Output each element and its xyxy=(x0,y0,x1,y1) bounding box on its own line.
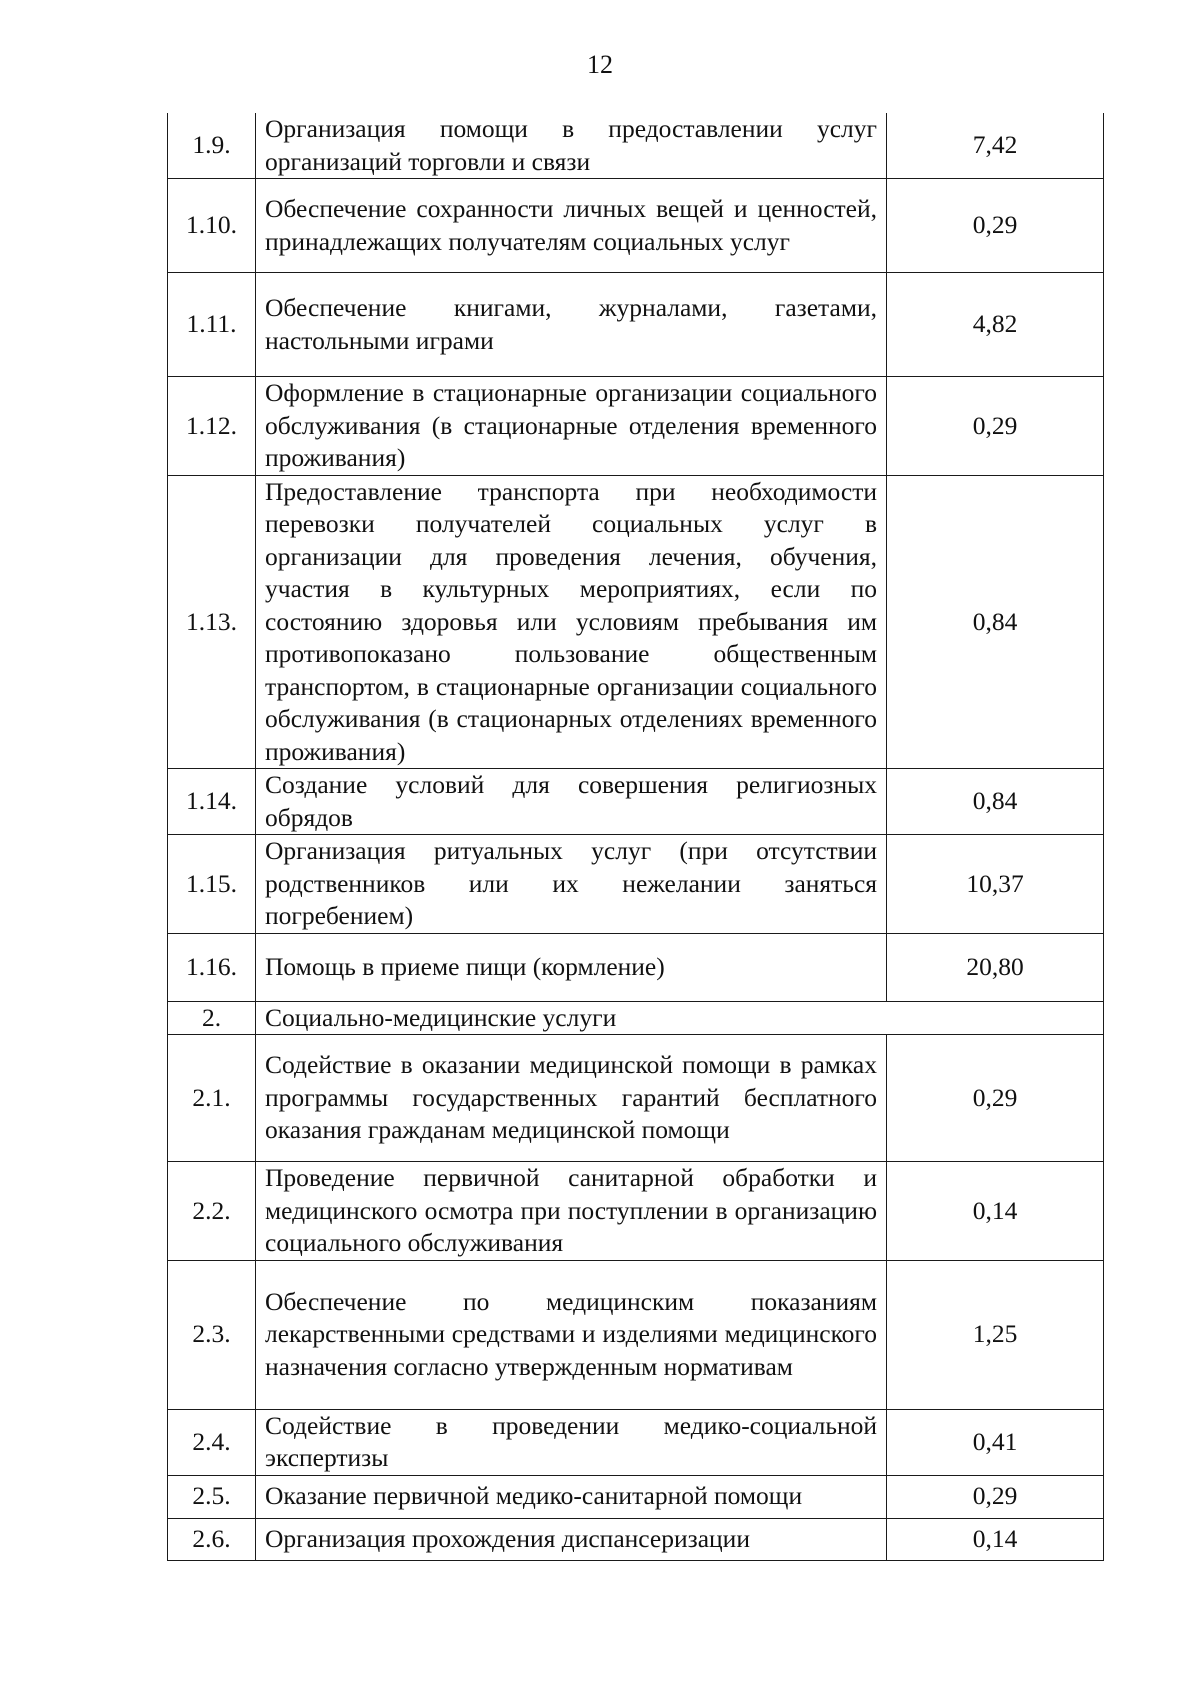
table-row xyxy=(168,475,1104,769)
service-name: Оформление в стационарные организации социального обслуживания (в стационарные отделения временного проживания) xyxy=(256,377,887,476)
service-name: Содействие в оказании медицинской помощи в рамках программы государственных гарантий бесплатного оказания гражданам медицинской помощи xyxy=(256,1035,887,1162)
service-name: Обеспечение по медицинским показаниям лекарственными средствами и изделиями медицинского назначения согласно утвержденным нормативам xyxy=(256,1260,887,1409)
table-row xyxy=(168,1409,1104,1475)
row-number: 2.5. xyxy=(168,1475,256,1518)
service-value: 0,29 xyxy=(887,377,1104,476)
row-number: 2.6. xyxy=(168,1518,256,1560)
table-row xyxy=(168,1518,1104,1560)
service-value: 0,14 xyxy=(887,1162,1104,1261)
table-row xyxy=(168,273,1104,377)
row-number: 2.1. xyxy=(168,1035,256,1162)
table-row xyxy=(168,1035,1104,1162)
row-number: 2.3. xyxy=(168,1260,256,1409)
service-name: Проведение первичной санитарной обработки и медицинского осмотра при поступлении в организацию социального обслуживания xyxy=(256,1162,887,1261)
row-number: 1.16. xyxy=(168,933,256,1001)
row-number: 1.10. xyxy=(168,179,256,273)
service-value: 0,29 xyxy=(887,179,1104,273)
service-value: 0,14 xyxy=(887,1518,1104,1560)
table-row xyxy=(168,835,1104,934)
row-number: 1.9. xyxy=(168,113,256,179)
service-value: 4,82 xyxy=(887,273,1104,377)
service-name: Помощь в приеме пищи (кормление) xyxy=(256,933,887,1001)
table-row xyxy=(168,377,1104,476)
services-table xyxy=(167,113,1104,1561)
row-number: 1.14. xyxy=(168,769,256,835)
service-value: 7,42 xyxy=(887,113,1104,179)
service-value: 1,25 xyxy=(887,1260,1104,1409)
service-value: 10,37 xyxy=(887,835,1104,934)
row-number: 2.4. xyxy=(168,1409,256,1475)
service-name: Обеспечение сохранности личных вещей и ценностей, принадлежащих получателям социальных услуг xyxy=(256,179,887,273)
table-row xyxy=(168,933,1104,1001)
row-number: 1.13. xyxy=(168,475,256,769)
table-row xyxy=(168,769,1104,835)
page-number: 12 xyxy=(587,50,613,79)
section-header-row xyxy=(168,1001,1104,1035)
table-row xyxy=(168,1260,1104,1409)
service-name: Содействие в проведении медико-социальной экспертизы xyxy=(256,1409,887,1475)
service-name: Организация помощи в предоставлении услуг организаций торговли и связи xyxy=(256,113,887,179)
service-value: 0,84 xyxy=(887,475,1104,769)
section-title: Социально-медицинские услуги xyxy=(256,1001,1104,1035)
service-name: Создание условий для совершения религиозных обрядов xyxy=(256,769,887,835)
table-row xyxy=(168,1475,1104,1518)
service-value: 0,29 xyxy=(887,1035,1104,1162)
row-number: 1.15. xyxy=(168,835,256,934)
service-name: Предоставление транспорта при необходимости перевозки получателей социальных услуг в организации для проведения лечения, обучения, участия в культурных мероприятиях, если по состоянию здоровья или условиям пребывания им противопоказано пользование общественным транспортом, в стационарные организации социального обслуживания (в стационарных отделениях временного проживания) xyxy=(256,475,887,769)
table-row xyxy=(168,179,1104,273)
table-row xyxy=(168,1162,1104,1261)
row-number: 2.2. xyxy=(168,1162,256,1261)
service-value: 0,29 xyxy=(887,1475,1104,1518)
row-number: 1.12. xyxy=(168,377,256,476)
service-name: Оказание первичной медико-санитарной помощи xyxy=(256,1475,887,1518)
section-number: 2. xyxy=(168,1001,256,1035)
service-name: Организация прохождения диспансеризации xyxy=(256,1518,887,1560)
service-value: 0,41 xyxy=(887,1409,1104,1475)
service-value: 20,80 xyxy=(887,933,1104,1001)
service-name: Организация ритуальных услуг (при отсутствии родственников или их нежелании заняться погребением) xyxy=(256,835,887,934)
service-name: Обеспечение книгами, журналами, газетами, настольными играми xyxy=(256,273,887,377)
row-number: 1.11. xyxy=(168,273,256,377)
table-row xyxy=(168,113,1104,179)
service-value: 0,84 xyxy=(887,769,1104,835)
